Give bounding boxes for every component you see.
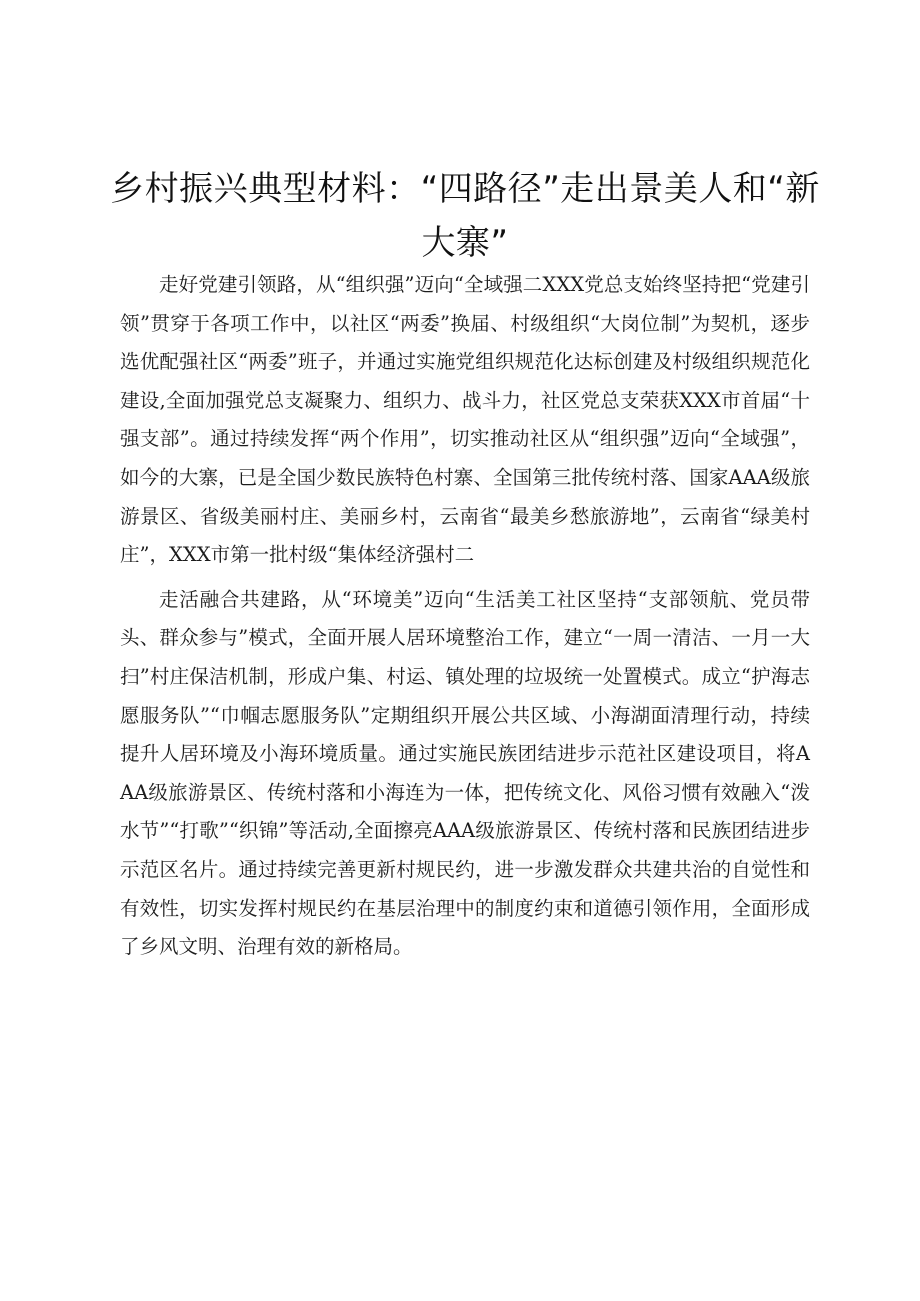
paragraph-integration: 走活融合共建路，从“环境美”迈向“生活美工社区坚持“支部领航、党员带头、群众参与”模式，全面开展人居环境整治工作，建立“一周一清洁、一月一大扫”村庄保洁机制，形成户集、村运、镇处理的垃圾统一处置模式。成立“护海志愿服务队”“巾帼志愿服务队”定期组织开展公共区域、小海湖面清理行动，持续提升人居环境及小海环境质量。通过实施民族团结进步示范社区建设项目，将AAA级旅游景区、传统村落和小海连为一体，把传统文化、风俗习惯有效融入“泼水节”“打歌”“织锦”等活动,全面擦亮AAA级旅游景区、传统村落和民族团结进步示范区名片。通过持续完善更新村规民约，进一步激发群众共建共治的自觉性和有效性，切实发挥村规民约在基层治理中的制度约束和道德引领作用，全面形成了乡风文明、治理有效的新格局。 <box>120 587 810 959</box>
document-body <box>120 266 810 973</box>
paragraph-party-building: 走好党建引领路，从“组织强”迈向“全域强二XXX党总支始终坚持把“党建引领”贯穿于各项工作中，以社区“两委”换届、村级组织“大岗位制”为契机，逐步选优配强社区“两委”班子，并通过实施党组织规范化达标创建及村级组织规范化建设,全面加强党总支凝聚力、组织力、战斗力，社区党总支荣获XXX市首届“十强支部”。通过持续发挥“两个作用”，切实推动社区从“组织强”迈向“全域强”，如今的大寨，已是全国少数民族特色村寨、全国第三批传统村落、国家AAA级旅游景区、省级美丽村庄、美丽乡村，云南省“最美乡愁旅游地”，云南省“绿美村庄”，XXX市第一批村级“集体经济强村二 <box>120 273 810 567</box>
document-title: 乡村振兴典型材料：“四路径”走出景美人和“新大寨” <box>110 169 820 263</box>
